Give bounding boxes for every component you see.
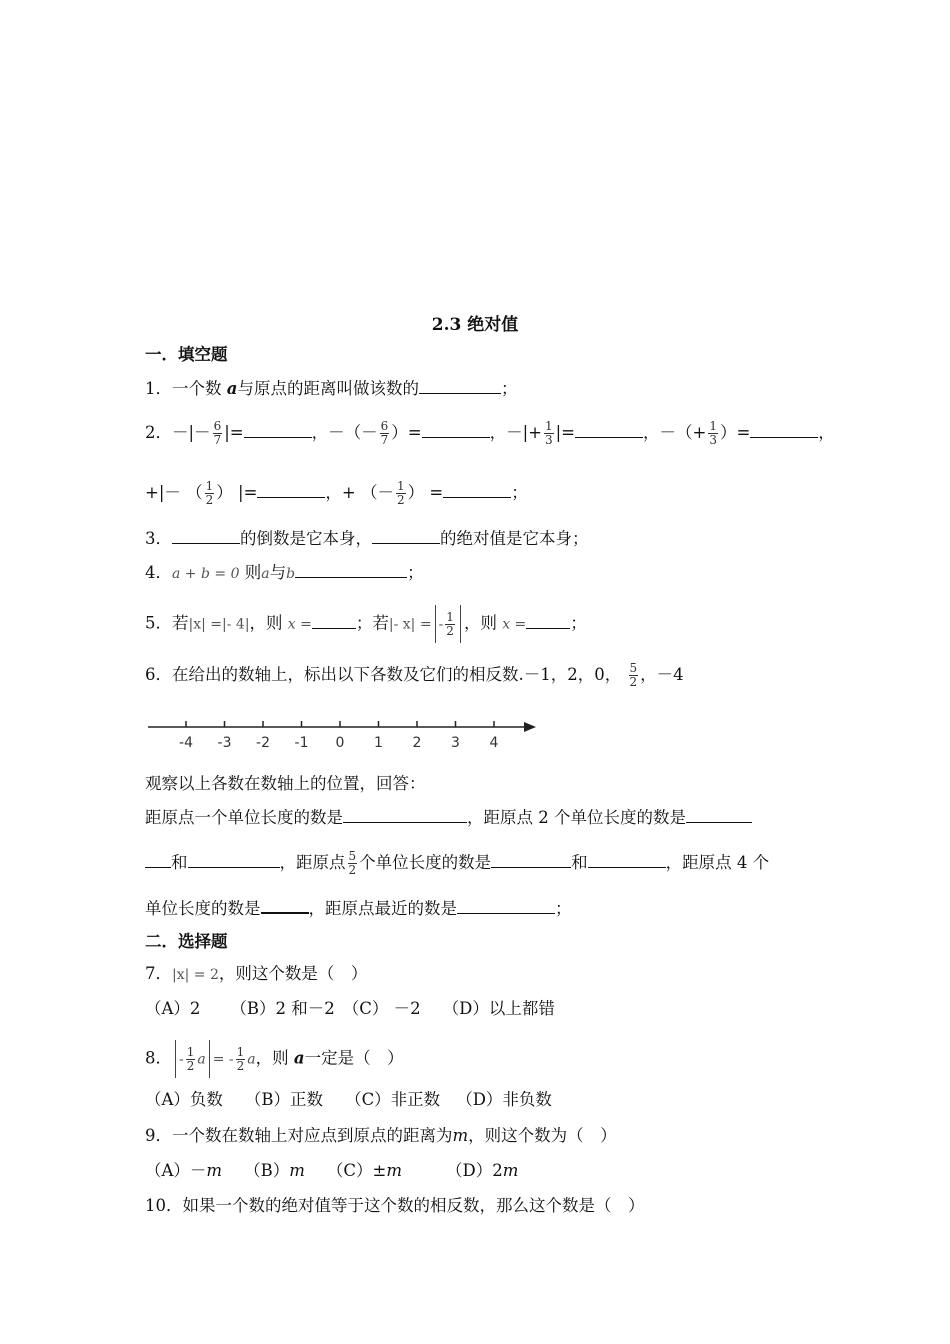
q3-text-2: 的绝对值是它本身；	[440, 529, 589, 548]
q4-var-a: a	[261, 566, 270, 582]
q8-frac-1	[186, 1046, 196, 1073]
q4-end: ；	[407, 563, 424, 582]
q2-frac-3	[544, 420, 554, 447]
section-fill-blank: 一．填空题	[145, 345, 228, 364]
l1-blank-1[interactable]	[343, 806, 467, 823]
q9-option-b[interactable]	[244, 1161, 305, 1180]
frac-den: 2	[205, 493, 214, 507]
frac-num: 5	[348, 849, 357, 863]
q2-blank-6[interactable]	[443, 481, 511, 498]
q9-number: 9．	[145, 1126, 172, 1145]
axis-tick-label: 4	[489, 735, 499, 751]
q5-x-1: x =	[287, 616, 312, 633]
l2-text-c: 个单位长度的数是	[359, 853, 492, 872]
question-2-line-2	[145, 480, 528, 507]
q9-option-a-label: （A）－	[145, 1161, 207, 1180]
q6-end: ，－4	[640, 665, 684, 684]
q3-number: 3．	[145, 529, 172, 548]
q8-equals: = -	[212, 1051, 234, 1068]
axis-tick-label: -1	[294, 735, 309, 751]
axis-arrow	[524, 722, 536, 732]
q10-number: 10．	[145, 1196, 183, 1215]
number-line	[140, 712, 550, 754]
l3-text-b: ，距原点最近的数是	[308, 899, 457, 918]
question-8	[145, 1040, 404, 1078]
q2-blank-5[interactable]	[257, 481, 325, 498]
q9-var: m	[452, 1126, 469, 1145]
q2-frac-6	[396, 480, 406, 507]
l3-text-a: 单位长度的数是	[145, 899, 261, 918]
axis-tick-label: 0	[335, 735, 345, 751]
abs-bar	[460, 605, 461, 643]
l2-text-e: ，距原点 4 个	[665, 853, 770, 872]
q5-text-1: 若	[172, 613, 189, 633]
q5-expression-1: |x| =|- 4|	[188, 616, 250, 633]
q3-blank-2[interactable]	[372, 527, 440, 544]
q1-var: a	[226, 379, 238, 398]
l3-text-c: ；	[555, 899, 572, 918]
q2-p1: －|－	[172, 423, 211, 442]
l3-blank-1[interactable]	[261, 896, 309, 914]
axis-tick-label: 2	[412, 735, 422, 751]
q2-p2: －（－	[328, 423, 378, 442]
abs-bar	[175, 1040, 176, 1078]
q2-sep: ，	[642, 423, 660, 442]
l2-text-a: 和	[171, 853, 188, 872]
frac-den: 2	[446, 623, 454, 638]
observe-line-1	[145, 806, 752, 830]
frac-num: 1	[446, 609, 454, 624]
frac-num: 1	[205, 479, 214, 493]
q4-text-2: 与	[269, 563, 287, 582]
frac-den: 2	[397, 493, 405, 507]
l2-text-d: 和	[571, 853, 588, 872]
question-1	[145, 377, 517, 401]
q9-option-c[interactable]	[327, 1161, 402, 1180]
q2-sep: ，	[325, 483, 342, 502]
q5-end: ；	[570, 613, 587, 633]
question-9	[145, 1124, 617, 1148]
q9-option-c-label: （C）±	[326, 1161, 387, 1180]
l1-blank-2[interactable]	[686, 806, 752, 823]
q8-frac-2	[236, 1046, 246, 1073]
q9-text-2: ，则这个数为（ ）	[468, 1126, 617, 1145]
q9-option-d-label: （D）2	[445, 1161, 503, 1180]
abs-bar	[435, 605, 436, 643]
q7-option-c[interactable]: （C） －2	[342, 999, 421, 1018]
q5-number: 5．	[145, 613, 172, 633]
question-10	[145, 1194, 645, 1218]
l2-blank-1[interactable]	[188, 851, 280, 868]
frac-den: 2	[186, 1058, 195, 1073]
q8-option-b[interactable]: （B）正数	[244, 1090, 324, 1109]
frac-num: 1	[186, 1044, 195, 1059]
frac-num: 1	[236, 1044, 245, 1059]
q9-option-c-var: m	[386, 1161, 402, 1180]
question-8-options	[145, 1088, 552, 1112]
q9-option-d-var: m	[502, 1161, 519, 1180]
q7-expression: |x| = 2	[172, 967, 219, 983]
frac-num: 1	[397, 479, 405, 493]
l2-blank-0[interactable]	[145, 851, 171, 868]
q9-option-b-var: m	[289, 1161, 305, 1180]
frac-num: 6	[213, 419, 222, 433]
q5-text-4: ，则	[463, 613, 497, 633]
observe-line-2	[145, 850, 769, 877]
frac-den: 2	[236, 1058, 245, 1073]
question-5	[145, 605, 587, 643]
q2-number: 2．	[145, 423, 172, 442]
q10-text: 如果一个数的绝对值等于这个数的相反数，那么这个数是（ ）	[182, 1196, 645, 1215]
q2-p2b: ）=	[391, 423, 422, 442]
q3-blank-1[interactable]	[172, 527, 240, 544]
observe-instruction: 观察以上各数在数轴上的位置，回答：	[145, 774, 426, 793]
axis-tick-label: 1	[374, 735, 383, 751]
axis-tick-label: -4	[179, 735, 193, 751]
q2-p5b: ） |=	[216, 483, 258, 502]
q8-minus: -	[179, 1051, 184, 1068]
q2-p4: －（+	[659, 423, 707, 442]
q9-text-1: 一个数在数轴上对应点到原点的距离为	[172, 1126, 453, 1145]
q2-frac-1	[213, 420, 223, 447]
frac-num: 6	[380, 419, 389, 433]
frac-den: 3	[544, 433, 553, 447]
section-multiple-choice: 二．选择题	[145, 932, 228, 951]
q2-p5: +|－ （	[145, 483, 203, 502]
frac-den: 7	[380, 433, 389, 447]
q5-minus: -	[438, 616, 444, 633]
q2-sep: ，	[818, 423, 835, 442]
q6-text: 在给出的数轴上，标出以下各数及它们的相反数.－1，2，0，	[172, 665, 622, 684]
q8-text-2: 一定是（ ）	[304, 1048, 404, 1068]
q5-text-3: ；若	[355, 613, 389, 633]
l2-frac	[348, 850, 358, 877]
question-9-options	[145, 1159, 518, 1183]
q1-blank[interactable]	[419, 377, 501, 394]
q2-frac-2	[380, 420, 390, 447]
q9-option-b-label: （B）	[244, 1161, 290, 1180]
q2-blank-4[interactable]	[750, 421, 818, 438]
q8-var-2: a	[247, 1051, 256, 1068]
q5-frac	[445, 611, 455, 638]
q1-text-2: 与原点的距离叫做该数的	[237, 379, 419, 398]
question-2-line-1	[145, 420, 835, 447]
q2-frac-4	[708, 420, 718, 447]
q9-option-a-var: m	[206, 1161, 223, 1180]
observe-line-3	[145, 896, 572, 921]
question-7	[145, 962, 367, 987]
q8-var-a: a	[293, 1048, 305, 1068]
q8-option-c[interactable]: （C）非正数	[345, 1090, 441, 1109]
axis-tick-label: 3	[451, 735, 460, 751]
q9-option-a[interactable]	[145, 1161, 222, 1180]
page-title: 2.3 绝对值	[431, 315, 519, 335]
l2-blank-3[interactable]	[588, 851, 666, 868]
l2-blank-2[interactable]	[491, 851, 571, 868]
q8-option-d[interactable]: （D）非负数	[456, 1090, 552, 1109]
frac-num: 1	[709, 419, 717, 433]
q8-var: a	[197, 1051, 206, 1068]
abs-bar	[209, 1040, 210, 1078]
q7-option-d[interactable]: （D）以上都错	[442, 999, 555, 1018]
q6-number: 6．	[145, 665, 172, 684]
l2-text-b: ，距原点	[279, 853, 346, 872]
q2-p6: + （－	[341, 483, 394, 502]
q2-p4b: ）=	[719, 423, 751, 442]
q2-blank-3[interactable]	[575, 421, 643, 438]
q5-blank-2[interactable]	[526, 612, 570, 629]
q1-number: 1．	[145, 379, 172, 398]
l1-text-b: ，距原点 2 个单位长度的数是	[467, 808, 686, 827]
question-6	[145, 662, 684, 689]
frac-den: 2	[348, 863, 357, 877]
q4-expression: a + b = 0	[172, 566, 240, 582]
q7-text: ，则这个数是（ ）	[218, 964, 368, 983]
q2-sep: ，	[489, 423, 507, 442]
q2-p1b: |=	[224, 423, 244, 442]
q6-frac	[629, 662, 639, 689]
q2-p6b: ） =	[407, 483, 444, 502]
q3-text-1: 的倒数是它本身，	[240, 529, 372, 548]
frac-den: 7	[213, 433, 222, 447]
q7-option-b[interactable]: （B）2 和－2	[230, 999, 335, 1018]
q2-p3b: |=	[555, 423, 575, 442]
q2-sep: ；	[511, 483, 528, 502]
axis-tick-label: -2	[256, 735, 270, 751]
q7-option-a[interactable]: （A）2	[145, 999, 201, 1018]
q5-text-2: ，则	[249, 613, 283, 633]
q2-p3: －|+	[506, 423, 542, 442]
q4-number: 4．	[145, 563, 172, 582]
q2-sep: ，	[311, 423, 329, 442]
q2-blank-2[interactable]	[422, 421, 490, 438]
l1-text-a: 距原点一个单位长度的数是	[145, 808, 343, 827]
q8-number: 8．	[145, 1048, 172, 1068]
q7-number: 7．	[145, 964, 172, 983]
frac-num: 1	[544, 419, 553, 433]
q1-end: ；	[500, 379, 518, 398]
q5-expression-2: |- x| =	[388, 616, 432, 633]
q1-text: 一个数	[172, 379, 222, 398]
q9-option-d[interactable]	[446, 1161, 518, 1180]
q4-var-b: b	[286, 566, 296, 582]
frac-den: 3	[709, 433, 717, 447]
axis-tick-label: -3	[217, 735, 232, 751]
frac-den: 2	[629, 675, 638, 689]
question-3	[145, 527, 589, 551]
q4-text-1: 则	[244, 563, 262, 582]
frac-num: 5	[629, 661, 638, 675]
q5-x-2: x =	[502, 616, 527, 633]
q8-option-a[interactable]: （A）负数	[145, 1090, 223, 1109]
q2-blank-1[interactable]	[244, 421, 312, 438]
q5-blank-1[interactable]	[312, 612, 356, 629]
q8-text-1: ，则	[255, 1048, 289, 1068]
question-4	[145, 561, 424, 586]
q2-frac-5	[205, 480, 215, 507]
q4-blank[interactable]	[295, 561, 407, 578]
l3-blank-2[interactable]	[457, 897, 555, 914]
question-7-options	[145, 997, 555, 1021]
